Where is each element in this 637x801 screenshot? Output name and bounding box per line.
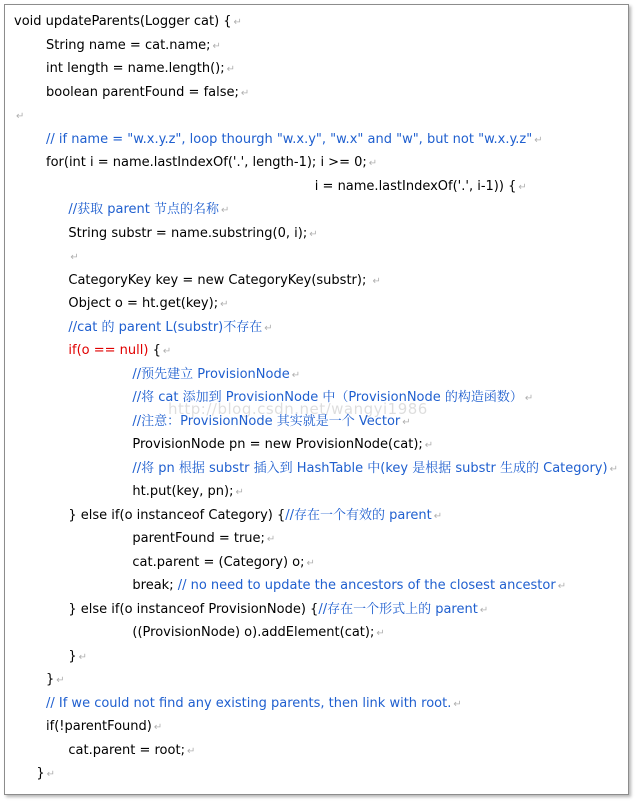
paragraph-mark-icon: ↵ bbox=[233, 17, 242, 28]
code-line bbox=[68, 320, 272, 337]
paragraph-mark-icon: ↵ bbox=[221, 205, 230, 216]
code-line bbox=[132, 578, 566, 595]
code-line bbox=[315, 179, 527, 196]
code-text: CategoryKey key = new CategoryKey(substr); bbox=[68, 272, 371, 288]
code-line bbox=[68, 743, 195, 760]
paragraph-mark-icon: ↵ bbox=[266, 534, 276, 545]
code-line bbox=[36, 766, 55, 783]
code-line bbox=[132, 390, 533, 407]
code-line bbox=[14, 108, 24, 125]
code-text: ProvisionNode pn = new ProvisionNode(cat); bbox=[132, 437, 423, 452]
paragraph-mark-icon: ↵ bbox=[557, 581, 567, 592]
code-text: ht.put(key, pn); bbox=[132, 484, 234, 499]
paragraph-mark-icon: ↵ bbox=[220, 299, 229, 310]
paragraph-mark-icon: ↵ bbox=[518, 181, 527, 193]
code-line bbox=[132, 531, 275, 548]
code-line bbox=[132, 625, 384, 642]
paragraph-mark-icon: ↵ bbox=[186, 745, 196, 757]
code-text: ((ProvisionNode) o).addElement(cat); bbox=[132, 625, 375, 640]
code-line bbox=[46, 61, 235, 78]
code-text: int length = name.length(); bbox=[46, 61, 225, 76]
code-line bbox=[68, 249, 78, 266]
paragraph-mark-icon: ↵ bbox=[291, 369, 301, 381]
code-text: if(o == null) bbox=[68, 343, 149, 358]
code-line bbox=[68, 602, 488, 619]
code-line bbox=[132, 484, 243, 501]
code-line bbox=[46, 672, 65, 689]
code-text: } else if(o instanceof ProvisionNode) { bbox=[68, 601, 319, 617]
code-text: // If we could not find any existing parents, then link with root. bbox=[46, 695, 452, 711]
code-text: //cat 的 parent L(substr)不存在 bbox=[68, 319, 263, 335]
code-line bbox=[132, 461, 618, 478]
code-text: } else if(o instanceof Category) { bbox=[68, 507, 286, 523]
paragraph-mark-icon: ↵ bbox=[376, 628, 385, 639]
paragraph-mark-icon: ↵ bbox=[372, 275, 381, 287]
paragraph-mark-icon: ↵ bbox=[56, 675, 65, 686]
code-line bbox=[46, 38, 221, 55]
paragraph-mark-icon: ↵ bbox=[306, 557, 315, 569]
code-text: //获取 parent 节点的名称 bbox=[68, 202, 220, 217]
code-text: // if name = "w.x.y.z", loop thourgh "w.x.y", "w.x" and "w", but not "w.x.y.z" bbox=[46, 131, 533, 147]
code-line bbox=[46, 132, 543, 149]
paragraph-mark-icon: ↵ bbox=[162, 346, 172, 357]
code-text: void updateParents(Logger cat) { bbox=[14, 14, 232, 29]
code-line bbox=[68, 273, 380, 290]
watermark: http://blog.csdn.net/wangyi1986 bbox=[168, 400, 428, 418]
code-text: } bbox=[68, 648, 77, 664]
code-text: //将 pn 根据 substr 插入到 HashTable 中(key 是根据 substr 生成的 Category) bbox=[132, 460, 608, 476]
paragraph-mark-icon: ↵ bbox=[70, 252, 79, 263]
code-text: } bbox=[46, 672, 55, 687]
paragraph-mark-icon: ↵ bbox=[264, 322, 273, 334]
paragraph-mark-icon: ↵ bbox=[453, 698, 462, 710]
paragraph-mark-icon: ↵ bbox=[16, 111, 25, 122]
code-line bbox=[68, 343, 171, 360]
code-line bbox=[46, 696, 462, 713]
code-text: String name = cat.name; bbox=[46, 37, 211, 53]
paragraph-mark-icon: ↵ bbox=[235, 487, 244, 498]
paragraph-mark-icon: ↵ bbox=[524, 393, 534, 404]
code-text: //注意：ProvisionNode 其实就是一个 Vector bbox=[132, 413, 401, 429]
code-text: Object o = ht.get(key); bbox=[68, 296, 219, 311]
code-text: // no need to update the ancestors of the closest ancestor bbox=[177, 578, 556, 593]
paragraph-mark-icon: ↵ bbox=[479, 604, 489, 616]
paragraph-mark-icon: ↵ bbox=[226, 64, 236, 75]
code-line bbox=[46, 719, 162, 736]
code-line bbox=[68, 202, 229, 219]
code-line bbox=[14, 14, 242, 31]
code-line bbox=[132, 437, 433, 454]
code-line bbox=[46, 85, 249, 102]
code-line bbox=[68, 226, 317, 243]
code-line bbox=[46, 155, 377, 172]
code-line bbox=[132, 555, 315, 572]
code-line bbox=[132, 367, 300, 384]
code-text: } bbox=[36, 766, 45, 781]
code-text: boolean parentFound = false; bbox=[46, 84, 239, 100]
paragraph-mark-icon: ↵ bbox=[609, 463, 618, 475]
code-text: if(!parentFound) bbox=[46, 719, 152, 734]
paragraph-mark-icon: ↵ bbox=[309, 228, 318, 240]
code-text: cat.parent = (Category) o; bbox=[132, 554, 305, 570]
code-text: cat.parent = root; bbox=[68, 742, 185, 758]
code-text: for(int i = name.lastIndexOf('.', length-1); i >= 0; bbox=[46, 155, 367, 170]
paragraph-mark-icon: ↵ bbox=[78, 651, 88, 663]
code-line bbox=[132, 414, 410, 431]
paragraph-mark-icon: ↵ bbox=[153, 722, 163, 733]
code-line bbox=[68, 296, 228, 313]
paragraph-mark-icon: ↵ bbox=[402, 416, 411, 428]
paragraph-mark-icon: ↵ bbox=[433, 510, 443, 522]
paragraph-mark-icon: ↵ bbox=[534, 134, 543, 146]
paragraph-mark-icon: ↵ bbox=[368, 158, 378, 169]
code-line bbox=[68, 649, 87, 666]
code-text: parentFound = true; bbox=[132, 531, 265, 546]
code-text: //预先建立 ProvisionNode bbox=[132, 366, 290, 382]
code-line bbox=[68, 508, 442, 525]
code-text: //存在一个有效的 parent bbox=[285, 507, 432, 523]
paragraph-mark-icon: ↵ bbox=[240, 87, 250, 99]
code-text: //将 cat 添加到 ProvisionNode 中（ProvisionNode 的构造函数） bbox=[132, 390, 523, 405]
code-text: //存在一个形式上的 parent bbox=[318, 601, 478, 617]
paragraph-mark-icon: ↵ bbox=[46, 769, 56, 780]
code-text: { bbox=[148, 343, 161, 358]
code-text: String substr = name.substring(0, i); bbox=[68, 225, 308, 241]
paragraph-mark-icon: ↵ bbox=[424, 440, 434, 451]
paragraph-mark-icon: ↵ bbox=[212, 40, 221, 52]
code-text: i = name.lastIndexOf('.', i-1)) { bbox=[314, 178, 517, 194]
code-text: break; bbox=[132, 578, 178, 593]
